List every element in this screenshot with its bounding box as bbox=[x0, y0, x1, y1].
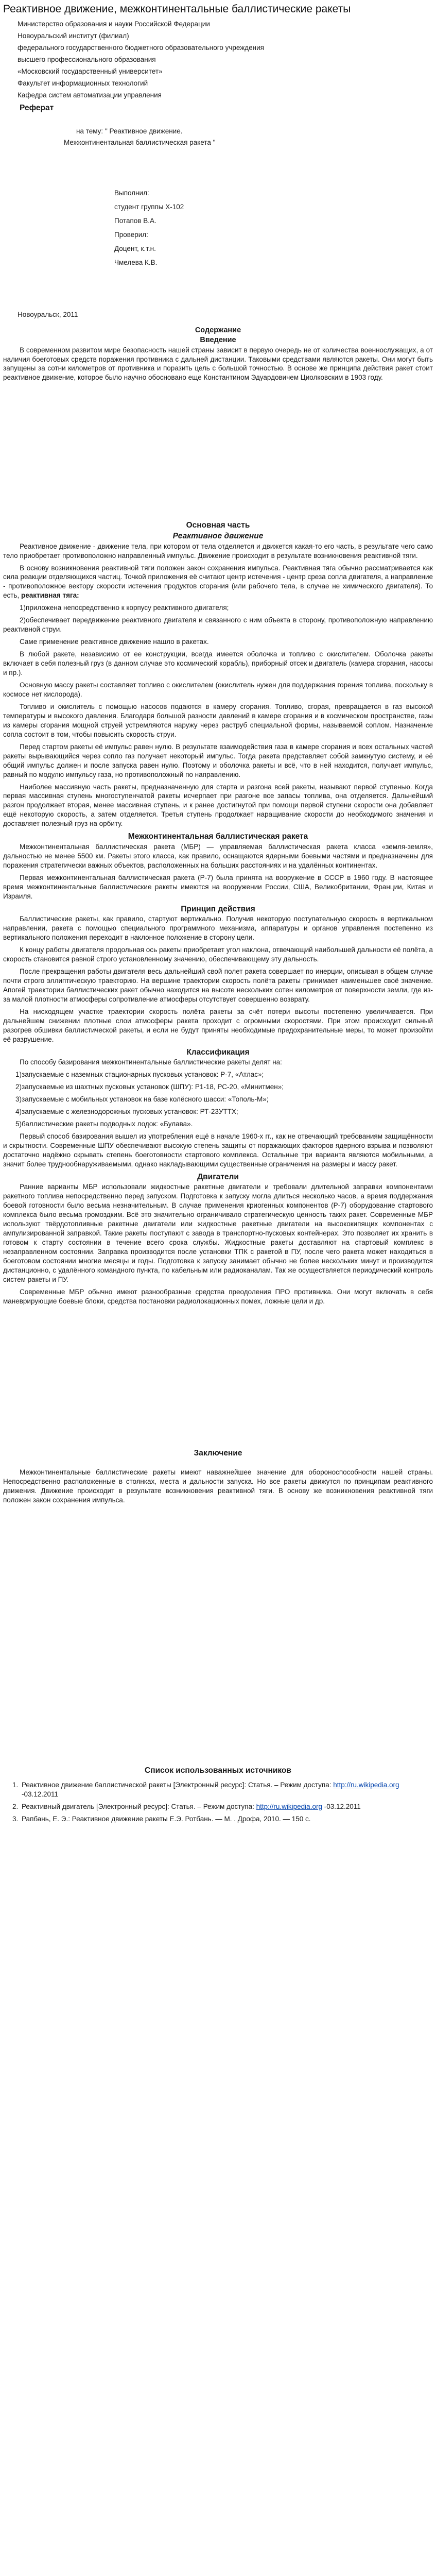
list-item: 1)запускаемые с наземных стационарных пусковых установок: Р-7, «Атлас»; bbox=[15, 1071, 264, 1079]
paragraph: Основную массу ракеты составляет топливо с окислителем (окислитель нужен для поддержания горения топлива, поскольку в космосе нет кислорода). bbox=[3, 681, 433, 698]
reactive-thrust-term: реактивная тяга: bbox=[21, 591, 79, 600]
info-line: студент группы Х-102 bbox=[114, 203, 184, 211]
paragraph: Первый способ базирования вышел из употребления ещё в начале 1960-х гг., как не отвечающий требованиям защищённости и скрытности. Современные ШПУ обеспечивают высокую степень защиты от поражающих факторов ядерного взрыва и позволяют достаточно надёжно скрывать степень боеготовности стартового комплекса. Остальные три варианта являются мобильными, а значит более труднообнаруживаемыми, однако накладывающими существенные ограничения на размеры и массу ракет. bbox=[3, 1132, 433, 1168]
paragraph-text: В основу возникновения реактивной тяги положен закон сохранения импульса. Реактивная тяга обычно рассматривается как сила реакции отделяющихся частиц. Точкой приложения её считают центр истечения - центр среза сопла двигателя, а направление - противоположное вектору скорости истечения продуктов сгорания (или рабочего тела, в случае не химического двигателя). То есть, bbox=[3, 564, 433, 600]
topic-line: Межконтинентальная баллистическая ракета " bbox=[64, 139, 216, 147]
conclusion-section bbox=[3, 1468, 433, 1505]
info-line: Потапов В.А. bbox=[114, 217, 156, 225]
classification-section bbox=[3, 1058, 433, 1169]
icbm-section bbox=[3, 842, 433, 901]
sources-heading: Список использованных источников bbox=[145, 1766, 291, 1775]
org-line: Кафедра систем автоматизации управления bbox=[18, 91, 162, 99]
org-line: высшего профессионального образования bbox=[18, 56, 156, 63]
source-item bbox=[3, 1815, 433, 1824]
source-link[interactable]: http://ru.wikipedia.org bbox=[256, 1802, 322, 1810]
source-item bbox=[3, 1781, 433, 1799]
paragraph: Межконтинентальные баллистические ракеты имеют наважнейшее значение для обороноспособности нашей страны. Непосредственно расположенные в стоянках, места и дальности запуска. Но все ракеты движутся по принципам реактивного движения. Движение происходит в результате возникновения реактивной тяги. В основу же возникновения реактивной тяги положен закон сохранения импульса. bbox=[3, 1468, 433, 1504]
paragraph bbox=[3, 564, 433, 601]
intro-heading: Введение bbox=[200, 336, 236, 345]
info-line: Выполнил: bbox=[114, 189, 149, 197]
referat-label: Реферат bbox=[20, 103, 54, 112]
info-line: Чмелева К.В. bbox=[114, 259, 158, 267]
classification-heading: Классификация bbox=[186, 1047, 250, 1057]
paragraph: 2)обеспечивает передвижение реактивного двигателя и связанного с ним объекта в сторону, противоположную направлению реактивной струи. bbox=[3, 616, 433, 634]
intro-section bbox=[3, 346, 433, 383]
engines-section bbox=[3, 1182, 433, 1306]
main-section bbox=[3, 542, 433, 829]
main-subheading: Реактивное движение bbox=[172, 531, 264, 540]
paragraph: К концу работы двигателя продольная ось ракеты приобретает угол наклона, отвечающий наибольшей дальности её полёта, а скорость становится равной строго установленному значению, обеспечивающему эту дальность. bbox=[3, 946, 433, 963]
source-number: 2. bbox=[12, 1802, 19, 1810]
paragraph: По способу базирования межконтинентальные баллистические ракеты делят на: bbox=[20, 1058, 282, 1066]
paragraph: 1)приложена непосредственно к корпусу реактивного двигателя; bbox=[20, 604, 229, 612]
organization-block bbox=[3, 20, 433, 100]
topic-line: на тему: " Реактивное движение. bbox=[76, 127, 183, 135]
source-number: 1. bbox=[12, 1781, 19, 1789]
paragraph: После прекращения работы двигателя весь дальнейший свой полет ракета совершает по инерции, описывая в общем случае почти строго эллиптическую траекторию. На вершине траектории скорость полёта ракеты принимает наименьшее своё значение. Апогей траектории баллистических ракет обычно находится на высоте нескольких сотен километров от поверхности земли, где из-за малой плотности атмосферы сопротивление атмосферы отсутствует совершенно возврату. bbox=[3, 967, 433, 1003]
paragraph: Перед стартом ракеты её импульс равен нулю. В результате взаимодействия газа в камере сгорания и всех остальных частей ракеты вырывающийся через сопло газ получает некоторый импульс. Тогда ракета представляет собой замкнутую систему, и её общий импульс должен и после запуска равен нулю. Поэтому и оболочка ракеты и всё, что в ней находится, получает импульс, равный по модулю импульсу газа, но противоположный по направлению. bbox=[3, 742, 433, 778]
source-item bbox=[3, 1802, 433, 1811]
org-line: федерального государственного бюджетного образовательного учреждения bbox=[18, 44, 264, 52]
paragraph: На нисходящем участке траектории скорость полёта ракеты за счёт потери высоты постепенно увеличивается. При дальнейшем снижении плотные слои атмосферы ракета проходит с огромными скоростями. При этом происходит сильный разогрев обшивки баллистической ракеты, и если не будут приняты необходимые предохранительные меры, то может произойти её разрушение. bbox=[3, 1007, 433, 1043]
paragraph: Межконтинентальная баллистическая ракета (МБР) — управляемая баллистическая ракета класса «земля-земля», дальностью не менее 5500 км. Ракеты этого класса, как правило, оснащаются ядерными боевыми частями и предназначены для поражения стратегически важных объектов, расположенных на больших расстояниях и на удалённых континентах. bbox=[3, 842, 433, 869]
icbm-heading: Межконтинентальная баллистическая ракета bbox=[128, 832, 308, 841]
org-line: Министерство образования и науки Российской Федерации bbox=[18, 20, 210, 28]
paragraph: Реактивное движение - движение тела, при котором от тела отделяется и движется какая-то его часть, в результате чего само тело приобретает противоположно направленный импульс. Движение происходит в результате возникновения реактивной тяги. bbox=[3, 542, 433, 560]
paragraph: Баллистические ракеты, как правило, стартуют вертикально. Получив некоторую поступательную скорость в вертикальном направлении, ракета с помощью специального программного механизма, аппаратуры и органов управления постепенно из вертикального положения переходит в наклонное положение в сторону цели. bbox=[3, 915, 433, 942]
source-link[interactable]: http://ru.wikipedia.org bbox=[333, 1781, 399, 1789]
paragraph: Современные МБР обычно имеют разнообразные средства преодоления ПРО противника. Они могут включать в себя маневрирующие боевые блоки, средства постановки радиолокационных помех, ложные цели и др. bbox=[3, 1287, 433, 1305]
info-line: Доцент, к.т.н. bbox=[114, 245, 156, 253]
source-date: -03.12.2011 bbox=[322, 1802, 361, 1810]
list-item: 5)баллистические ракеты подводных лодок: «Булава». bbox=[15, 1120, 193, 1128]
org-line: «Московский государственный университет» bbox=[18, 67, 163, 75]
paragraph: В современном развитом мире безопасность нашей страны зависит в первую очередь не от количества военнослужащих, а от наличия боеготовых средств поражения противника с дальней дистанции. Таковыми средствами являются ракеты. Они могут быть запущены за сотни километров от противника и поразить цель с большой точностью. В основе же принципа действия ракет стоит реактивное движение, которое было научно обосновано еще Константином Эдуардовичем Циолковским в 1903 году. bbox=[3, 346, 433, 382]
source-text: Реактивное движение баллистической ракеты [Электронный ресурс]: Статья. – Режим доступа: bbox=[22, 1781, 334, 1789]
source-date: -03.12.2011 bbox=[22, 1790, 59, 1798]
paragraph: Наиболее массивную часть ракеты, предназначенную для старта и разгона всей ракеты, называют первой ступенью. Когда первая массивная ступень многоступенчатой ракеты исчерпает при разгоне все запасы топлива, она отделяется. Дальнейший разгон продолжает вторая, менее массивная ступень, и к ранее достигнутой при помощи первой ступени скорости она добавляет ещё некоторую скорость, а затем отделяется. Третья ступень продолжает наращивание скорости до необходимого значения и доставляет полезный груз на орбиту. bbox=[3, 783, 433, 828]
engines-heading: Двигатели bbox=[197, 1172, 239, 1181]
list-item: 3)запускаемые с мобильных установок на базе колёсного шасси: «Тополь-М»; bbox=[15, 1095, 269, 1104]
main-heading: Основная часть bbox=[186, 521, 250, 530]
paragraph: В любой ракете, независимо от ее конструкции, всегда имеется оболочка и топливо с окислителем. Оболочка ракеты включает в себя полезный груз (в данном случае это космический корабль), приборный отсек и двигатель (камера сгорания, насосы и пр.). bbox=[3, 650, 433, 677]
sources-list bbox=[3, 1781, 433, 1824]
source-text: Рапбань, Е. Э.: Реактивное движение ракеты Е.Э. Ротбань. — М. . Дрофа, 2010. — 150 с. bbox=[22, 1815, 311, 1823]
page-title: Реактивное движение, межконтинентальные баллистические ракеты bbox=[3, 3, 351, 15]
paragraph: Первая межконтинентальная баллистическая ракета (Р-7) была принята на вооружение в СССР в 1960 году. В настоящее время межконтинентальные баллистические ракеты имеются на вооружении России, США, Великобритании, Франции, Китая и Израиля. bbox=[3, 873, 433, 900]
org-line: Факультет информационных технологий bbox=[18, 79, 148, 87]
toc-heading: Содержание bbox=[195, 326, 241, 334]
org-line: Новоуральский институт (филиал) bbox=[18, 32, 129, 40]
info-line: Проверил: bbox=[114, 231, 148, 239]
conclusion-heading: Заключение bbox=[194, 1448, 242, 1458]
list-item: 2)запускаемые из шахтных пусковых установок (ШПУ): Р1-18, РС-20, «Минитмен»; bbox=[15, 1083, 284, 1091]
source-number: 3. bbox=[12, 1815, 19, 1823]
paragraph: Топливо и окислитель с помощью насосов подаются в камеру сгорания. Топливо, сгорая, превращается в газ высокой температуры и высокого давления. Благодаря большой разности давлений в камере сгорания и в космическом пространстве, газы из камеры сгорания мощной струей устремляются наружу через раструб специальной формы, называемой соплом. Назначение сопла состоит в том, чтобы повысить скорость струи. bbox=[3, 702, 433, 738]
paragraph: Саме применение реактивное движение нашло в ракетах. bbox=[20, 638, 209, 646]
source-text: Реактивный двигатель [Электронный ресурс]: Статья. – Режим доступа: bbox=[22, 1802, 256, 1810]
city-year: Новоуральск, 2011 bbox=[18, 311, 78, 319]
list-item: 4)запускаемые с железнодорожных пусковых установок: РТ-23УТТХ; bbox=[15, 1108, 238, 1116]
paragraph: Ранние варианты МБР использовали жидкостные ракетные двигатели и требовали длительной заправки компонентами ракетного топлива непосредственно перед запуском. Подготовка к запуску могла длиться несколько часов, а время поддержания боевой готовности было весьма незначительным. В случае применения криогенных компонентов (Р-7) оборудование стартового комплекса было весьма громоздким. Всё это значительно ограничивало стратегическую ценность таких ракет. Современные МБР используют твёрдотопливные ракетные двигатели или жидкостные ракетные двигатели на высококипящих компонентах с ампулизированной заправкой. Такие ракеты поступают с завода в транспортно-пусковых контейнерах. Это позволяет их хранить в готовом к старту состоянии в течение всего срока службы. Жидкостные ракеты доставляют на стартовый комплекс в незаправленном состоянии. Заправка производится после установки ТПК с ракетой в ПУ, после чего ракета может находиться в боеготовом состоянии многие месяцы и годы. Подготовка к запуску занимает обычно не более нескольких минут и производится дистанционно, с удалённого командного пункта, по кабельным или радиоканалам. Так же осуществляется периодический контроль систем ракеты и ПУ. bbox=[3, 1183, 433, 1283]
principle-section bbox=[3, 914, 433, 1044]
author-info-block bbox=[114, 189, 433, 267]
principle-heading: Принцип действия bbox=[181, 904, 255, 913]
